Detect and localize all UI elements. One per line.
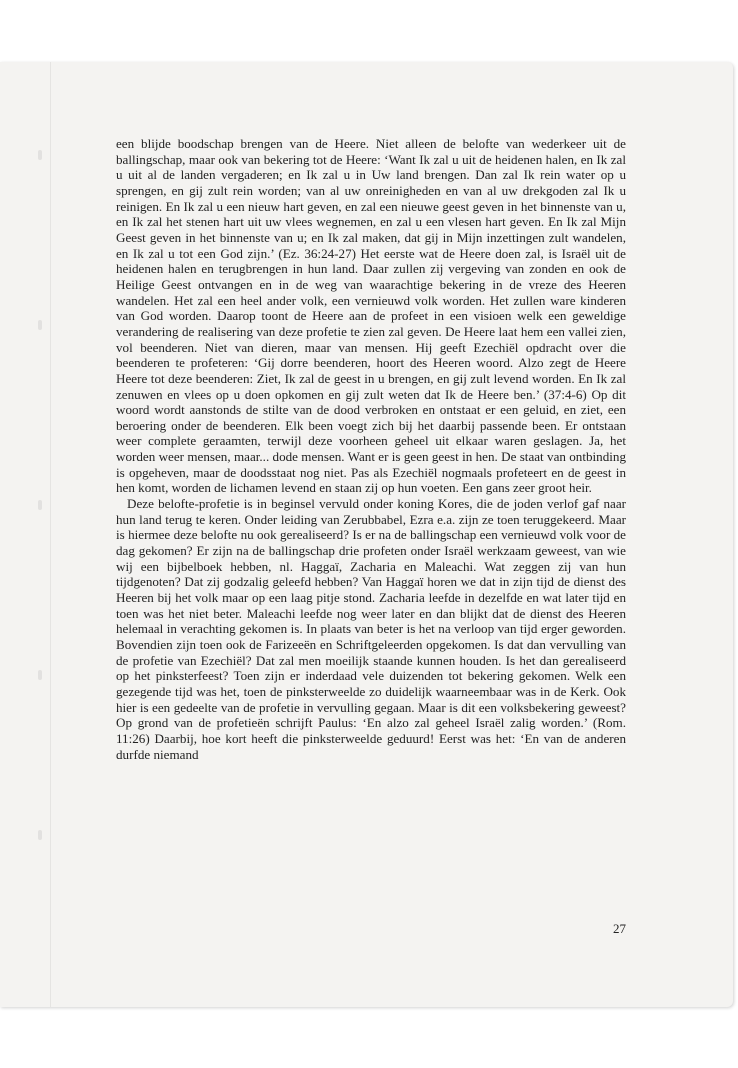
binding-mark	[38, 670, 42, 680]
page-fold-shadow	[50, 62, 51, 1007]
body-text	[116, 136, 626, 762]
paragraph: een blijde boodschap brengen van de Heere. Niet alleen de belofte van wederkeer uit de ballingschap, maar ook van bekering tot de Heere: ‘Want Ik zal u uit de heidenen halen, en Ik zal u uit al de landen vergaderen; en Ik zal u in Uw land brengen. Dan zal Ik rein water op u sprengen, en gij zult rein worden; van al uw onreinigheden en van al uw drekgoden zal Ik u reinigen. En Ik zal u een nieuw hart geven, en zal een nieuwe geest geven in het binnenste van u, en Ik zal het stenen hart uit uw vlees wegnemen, en zal u een vlesen hart geven. En Ik zal Mijn Geest geven in het binnenste van u; en Ik zal maken, dat gij in Mijn inzettingen zult wandelen, en Ik zal u tot een God zijn.’ (Ez. 36:24-27) Het eerste wat de Heere doen zal, is Israël uit de heidenen halen en terugbrengen in hun land. Daar zullen zij vergeving van zonden en ook de Heilige Geest ontvangen en in de weg van waarachtige bekering in de vreze des Heeren wandelen. Het zal een heel ander volk, een vernieuwd volk worden. Het zullen ware kinderen van God worden. Daarop toont de Heere aan de profeet in een visioen welk een geweldige verandering de realisering van deze profetie te zien zal geven. De Heere laat hem een vallei zien, vol beenderen. Niet van dieren, maar van mensen. Hij geeft Ezechiël opdracht over die beenderen te profeteren: ‘Gij dorre beenderen, hoort des Heeren woord. Alzo zegt de Heere Heere tot deze beenderen: Ziet, Ik zal de geest in u brengen, en gij zult levend worden. En Ik zal zenuwen en vlees op u doen opkomen en gij zult weten dat Ik de Heere ben.’ (37:4-6) Op dit woord wordt aanstonds de stilte van de dood verbroken en ontstaat er een geluid, en ziet, een beroering onder de beenderen. Elk been voegt zich bij het daarbij passende been. Er ontstaan weer complete geraamten, terwijl deze voorheen geheel uit elkaar waren geslagen. Ja, het worden weer mensen, maar... dode mensen. Want er is geen geest in hen. De staat van ontbinding is opgeheven, maar de doodsstaat nog niet. Pas als Ezechiël nogmaals profeteert en de geest in hen komt, worden de lichamen levend en staan zij op hun voeten. Een gans zeer groot heir.	[116, 136, 626, 496]
binding-mark	[38, 500, 42, 510]
binding-mark	[38, 150, 42, 160]
binding-mark	[38, 320, 42, 330]
binding-mark	[38, 830, 42, 840]
paragraph: Deze belofte-profetie is in beginsel vervuld onder koning Kores, die de joden verlof gaf naar hun land terug te keren. Onder leiding van Zerubbabel, Ezra e.a. zijn ze toen teruggekeerd. Maar is hiermee deze belofte nu ook gerealiseerd? Is er na de ballingschap een vernieuwd volk voor de dag gekomen? Er zijn na de ballingschap drie profeten onder Israël werkzaam geweest, van wie wij een bijbelboek hebben, nl. Haggaï, Zacharia en Maleachi. Wat zeggen zij van hun tijdgenoten? Dat zij godzalig geleefd hebben? Van Haggaï horen we dat in zijn tijd de dienst des Heeren bij het volk maar op een laag pitje stond. Zacharia leefde in dezelfde en wat later tijd en toen was het niet beter. Maleachi leefde nog weer later en dan blijkt dat de dienst des Heeren helemaal in verachting gekomen is. In plaats van beter is het na verloop van tijd erger geworden. Bovendien zijn toen ook de Farizeeën en Schriftgeleerden opgekomen. Is dat dan vervulling van de profetie van Ezechiël? Dat zal men moeilijk staande kunnen houden. Is het dan gerealiseerd op het pinksterfeest? Toen zijn er inderdaad vele duizenden tot bekering gekomen. Welk een gezegende tijd was het, toen de pinksterweelde zo duidelijk waarneembaar was in de Kerk. Ook hier is een gedeelte van de profetie in vervulling gegaan. Maar is dit een volksbekering geweest? Op grond van de profetieën schrijft Paulus: ‘En alzo zal geheel Israël zalig worden.’ (Rom. 11:26) Daarbij, hoe kort heeft die pinksterweelde geduurd! Eerst was het: ‘En van de anderen durfde niemand	[116, 496, 626, 762]
page-number: 27	[613, 921, 626, 936]
